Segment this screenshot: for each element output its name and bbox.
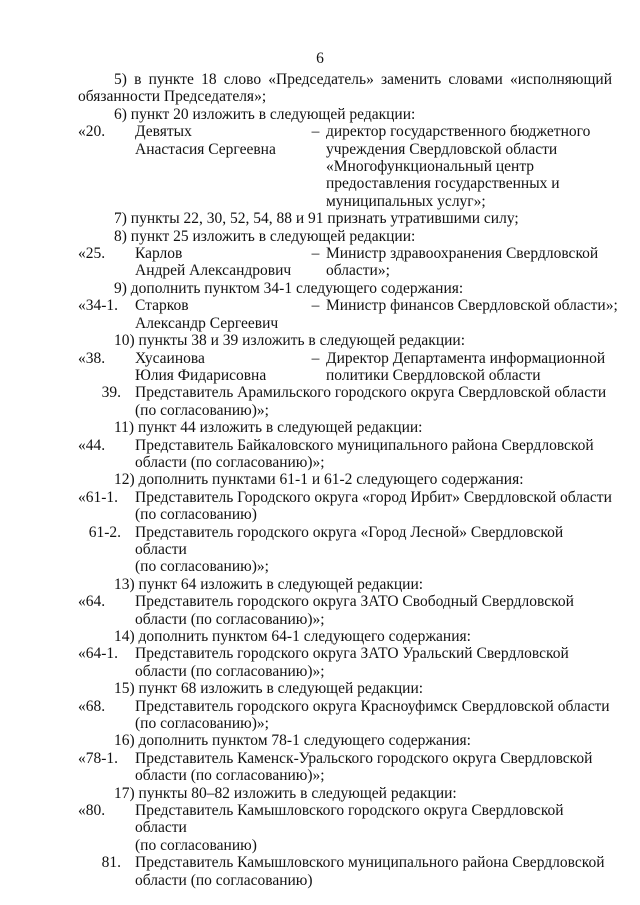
representative-entry (78, 750, 612, 785)
paragraph-line: 7) пункты 22, 30, 52, 54, 88 и 91 признать утратившими силу; (114, 210, 519, 228)
dash-separator: – (311, 245, 320, 263)
amendment-paragraph (78, 732, 612, 749)
paragraph-line: 15) пункт 68 изложить в следующей редакции: (114, 680, 424, 698)
dash-separator: – (311, 297, 320, 315)
member-entry (78, 123, 612, 210)
member-position (326, 350, 612, 385)
amendment-paragraph (78, 280, 612, 297)
representative-entry (78, 645, 612, 680)
representative-text (135, 489, 612, 524)
representative-text (135, 698, 612, 733)
representative-text (135, 750, 612, 785)
item-number: «34-1. (78, 297, 119, 315)
position-line: области»; (326, 262, 390, 280)
paragraph-line: 5) в пункте 18 слово «Председатель» заменить словами «исполняющий (114, 71, 612, 88)
paragraph-line: 9) дополнить пунктом 34-1 следующего содержания: (114, 279, 464, 297)
position-line: политики Свердловской области (326, 366, 541, 384)
name-line: Старков (135, 297, 189, 315)
text-line: области (по согласованию)»; (135, 453, 325, 471)
text-line: Представитель городского округа Красноуфимск Свердловской области (135, 697, 610, 715)
position-line: муниципальных услуг»; (326, 192, 486, 210)
text-line: Представитель городского округа «Город Лесной» Свердловской области (135, 523, 564, 558)
member-name (135, 297, 305, 332)
text-line: Представитель городского округа ЗАТО Свободный Свердловской (135, 593, 574, 611)
name-line: Хусаинова (135, 349, 205, 367)
representative-entry (78, 524, 612, 576)
paragraph-line: 8) пункт 25 изложить в следующей редакции: (114, 227, 416, 245)
representative-text (135, 524, 612, 576)
paragraph-line: 13) пункт 64 изложить в следующей редакции: (114, 575, 424, 593)
representative-entry (78, 802, 612, 854)
text-line: Представитель Камышловского городского округа Свердловской области (135, 802, 564, 837)
member-position (326, 245, 612, 280)
member-name (135, 123, 305, 210)
member-name (135, 245, 305, 280)
text-line: (по согласованию) (135, 836, 257, 854)
paragraph-line: 12) дополнить пунктами 61-1 и 61-2 следующего содержания: (114, 471, 524, 489)
paragraph-line: 11) пункт 44 изложить в следующей редакции: (114, 419, 423, 437)
position-line: Директор Департамента информационной (326, 349, 606, 367)
item-number: «44. (78, 436, 106, 454)
item-number: «80. (78, 802, 106, 820)
member-entry (78, 350, 612, 385)
representative-text (135, 593, 612, 628)
item-number: «68. (78, 697, 106, 715)
dash-separator: – (311, 123, 320, 141)
paragraph-line: обязанности Председателя»; (78, 88, 267, 106)
text-line: области (по согласованию)»; (135, 767, 325, 785)
item-number: «38. (78, 349, 106, 367)
representative-text (135, 854, 612, 889)
representative-entry (78, 384, 612, 419)
paragraph-line: 14) дополнить пунктом 64-1 следующего содержания: (114, 628, 471, 645)
representative-text (135, 645, 612, 680)
text-line: Представитель Камышловского муниципального района Свердловской (135, 854, 605, 872)
amendment-paragraph (78, 628, 612, 645)
amendment-paragraph (78, 210, 612, 227)
text-line: Представитель Городского округа «город Ирбит» Свердловской области (135, 488, 612, 506)
amendment-paragraph (78, 471, 612, 488)
representative-entry (78, 437, 612, 472)
member-entry (78, 245, 612, 280)
amendment-paragraph (78, 576, 612, 593)
position-line: Министр здравоохранения Свердловской (326, 245, 599, 263)
text-line: Представитель Байкаловского муниципального района Свердловской (135, 436, 594, 454)
name-line: Андрей Александрович (135, 262, 292, 280)
text-line: (по согласованию)»; (135, 558, 269, 576)
representative-entry (78, 854, 612, 889)
text-line: области (по согласованию)»; (135, 610, 325, 628)
text-line: (по согласованию)»; (135, 401, 269, 419)
name-line: Карлов (135, 245, 183, 263)
position-line: учреждения Свердловской области (326, 140, 558, 158)
position-line: директор государственного бюджетного (326, 123, 591, 141)
paragraph-line: 10) пункты 38 и 39 изложить в следующей редакции: (114, 332, 466, 350)
position-line: Министр финансов Свердловской области»; (326, 297, 618, 315)
item-number: «64-1. (78, 645, 119, 663)
text-line: (по согласованию) (135, 506, 257, 524)
text-line: Представитель Каменск-Уральского городского округа Свердловской (135, 749, 593, 767)
amendment-paragraph (78, 71, 612, 106)
position-line: «Многофункциональный центр (326, 158, 535, 176)
member-position (326, 123, 612, 210)
text-line: области (по согласованию) (135, 871, 313, 889)
dash-separator: – (311, 349, 320, 367)
representative-entry (78, 489, 612, 524)
name-line: Девятых (135, 123, 192, 141)
amendment-paragraph (78, 332, 612, 349)
amendment-paragraph (78, 106, 612, 123)
item-number: 61-2. (88, 523, 121, 541)
representative-entry (78, 593, 612, 628)
page-number: 6 (316, 50, 324, 67)
item-number: 81. (101, 854, 121, 872)
name-line: Александр Сергеевич (135, 314, 279, 332)
item-number: «25. (78, 245, 106, 263)
amendment-paragraph (78, 419, 612, 436)
document-body (78, 71, 618, 889)
paragraph-line: 16) дополнить пунктом 78-1 следующего содержания: (114, 732, 471, 750)
representative-text (135, 802, 612, 854)
item-number: «64. (78, 593, 106, 611)
item-number: «78-1. (78, 749, 119, 767)
text-line: области (по согласованию)»; (135, 662, 325, 680)
member-position (326, 297, 618, 332)
name-line: Анастасия Сергеевна (135, 140, 276, 158)
amendment-paragraph (78, 228, 612, 245)
representative-text (135, 437, 612, 472)
item-number: «61-1. (78, 488, 119, 506)
paragraph-line: 17) пункты 80–82 изложить в следующей редакции: (114, 784, 457, 802)
representative-entry (78, 698, 612, 733)
member-name (135, 350, 305, 385)
amendment-paragraph (78, 680, 612, 697)
member-entry (78, 297, 618, 332)
amendment-paragraph (78, 785, 612, 802)
name-line: Юлия Фидарисовна (135, 366, 267, 384)
text-line: Представитель городского округа ЗАТО Уральский Свердловской (135, 645, 569, 663)
paragraph-line: 6) пункт 20 изложить в следующей редакции: (114, 105, 416, 123)
item-number: «20. (78, 123, 106, 141)
text-line: Представитель Арамильского городского округа Свердловской области (135, 384, 607, 402)
position-line: предоставления государственных и (326, 175, 560, 193)
item-number: 39. (101, 384, 121, 402)
representative-text (135, 384, 612, 419)
text-line: (по согласованию)»; (135, 715, 269, 733)
